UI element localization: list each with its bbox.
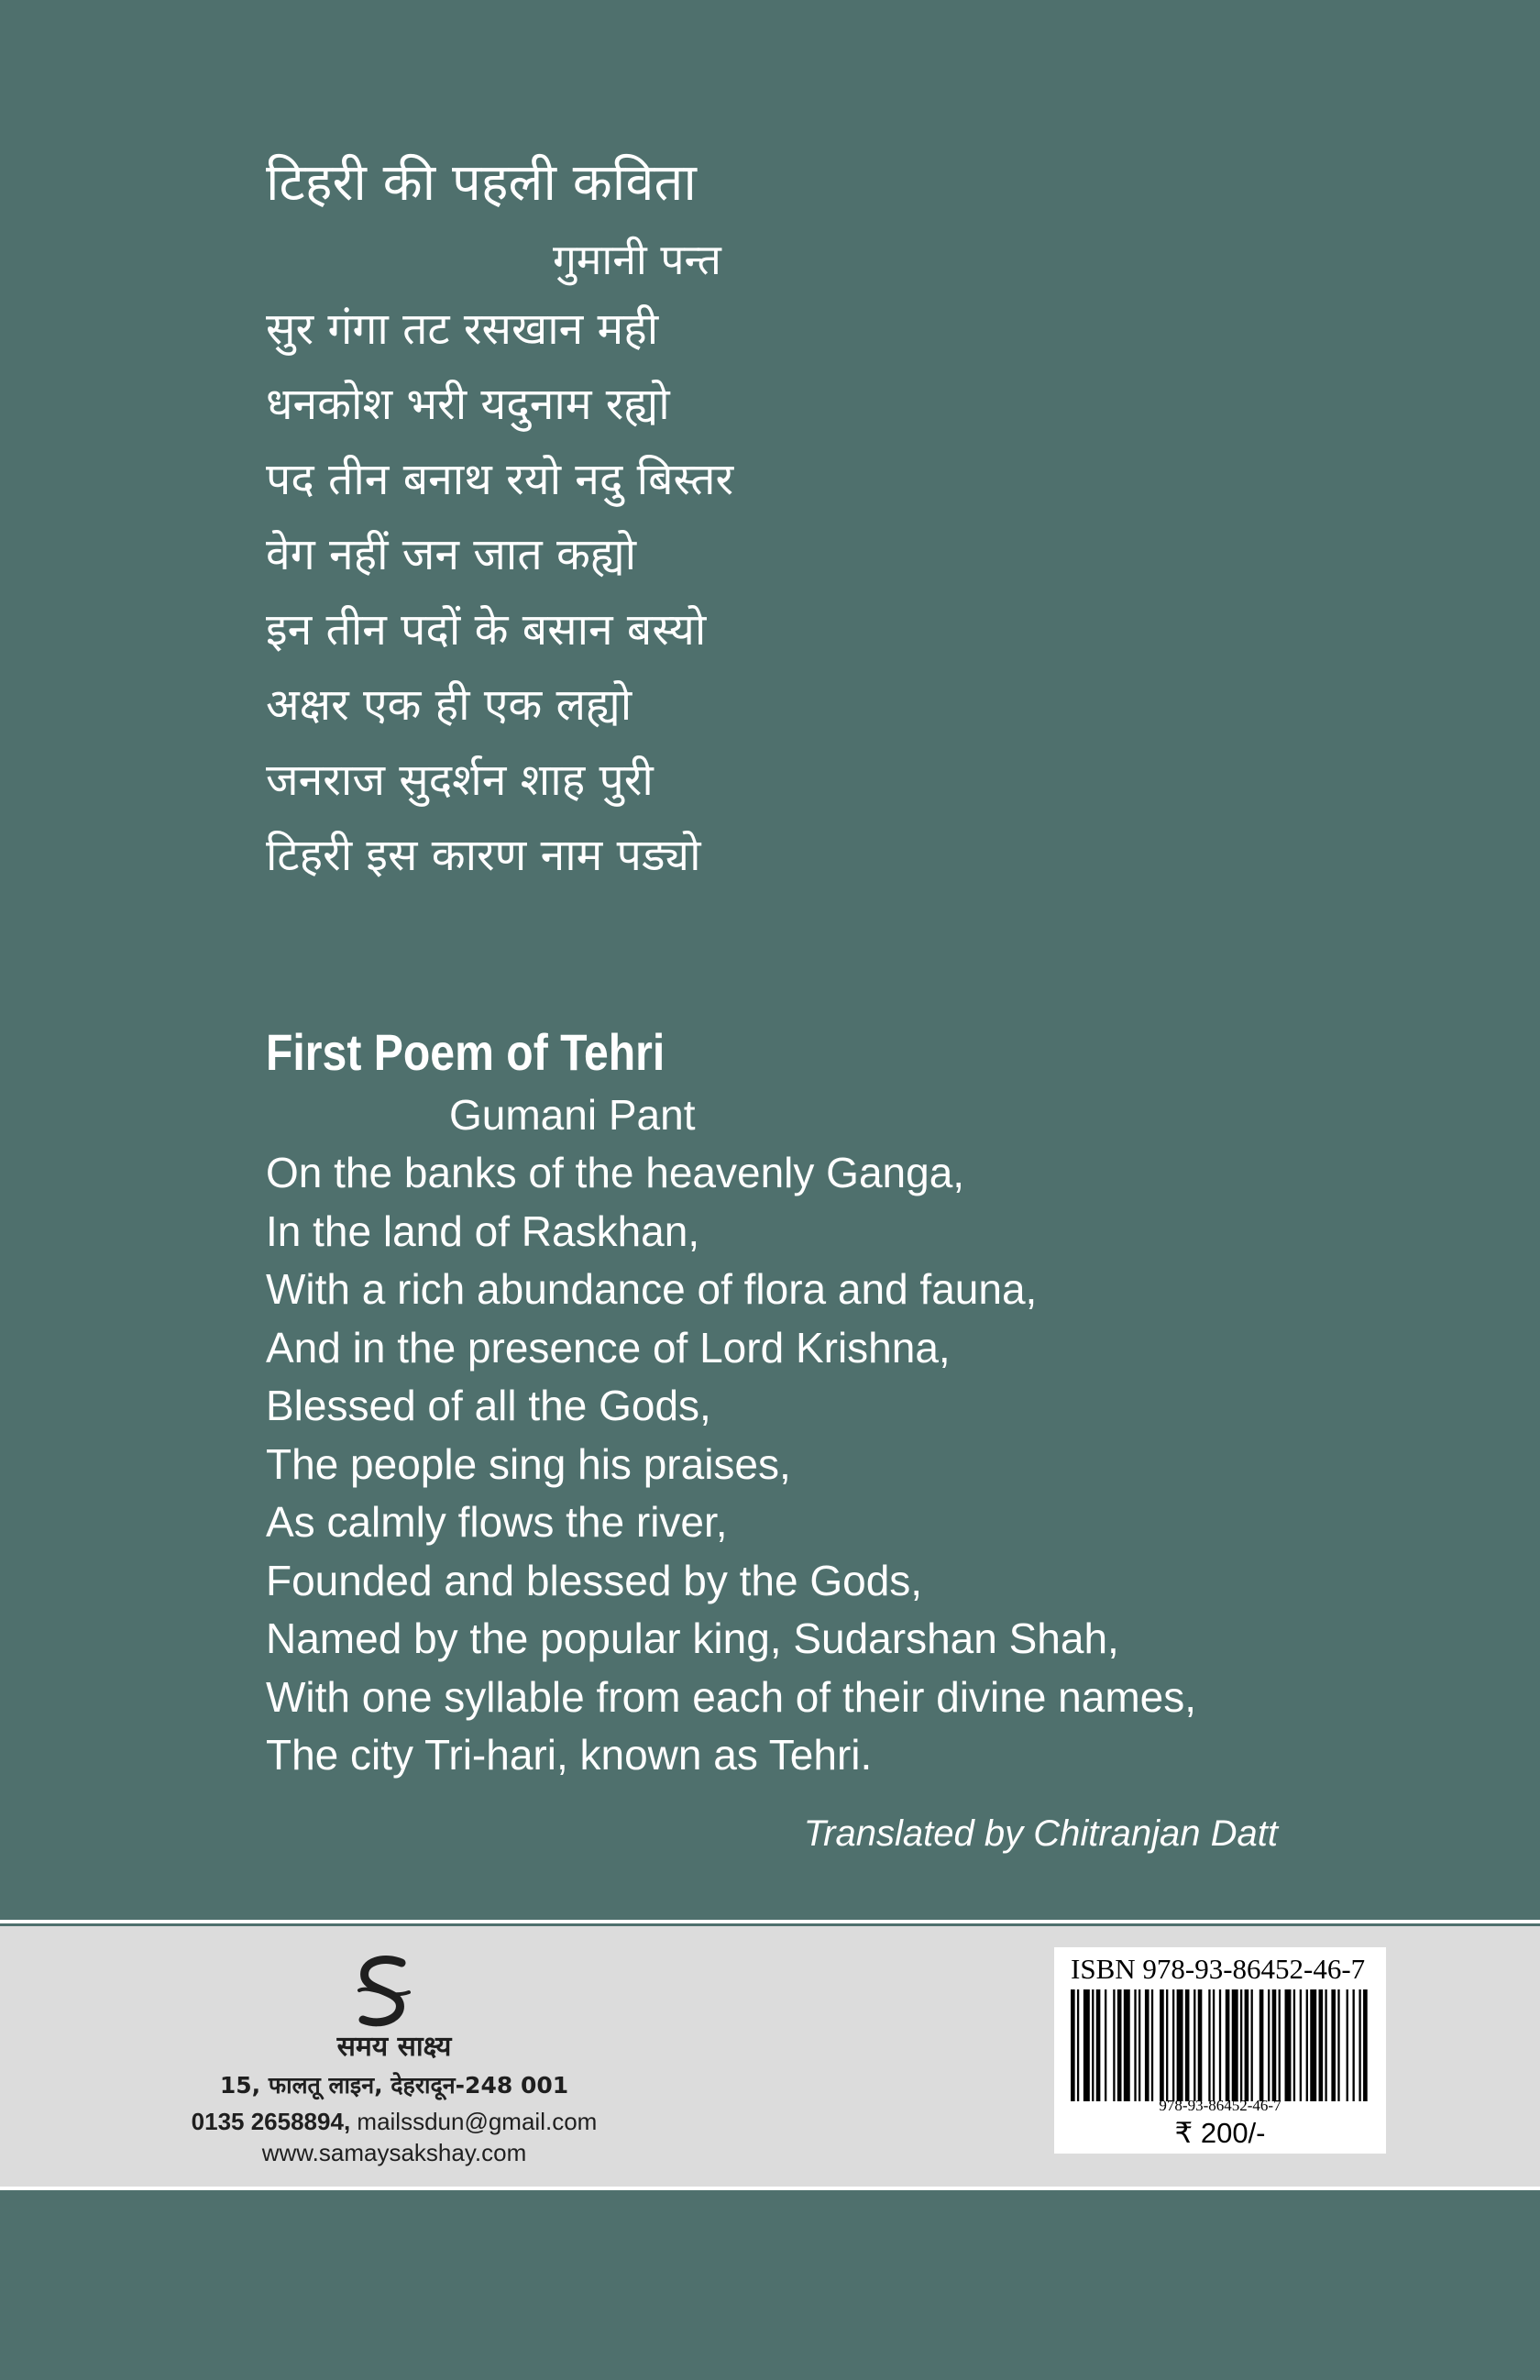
english-poem-line: Blessed of all the Gods,: [266, 1382, 711, 1429]
hindi-poem-line: इन तीन पदों के बसान बस्यो: [266, 604, 707, 656]
hindi-poem-line: टिहरी इस कारण नाम पड्यो: [266, 830, 701, 881]
english-poem-line: Founded and blessed by the Gods,: [266, 1556, 923, 1604]
english-poem-author: Gumani Pant: [449, 1091, 696, 1139]
english-poem-line: Named by the popular king, Sudarshan Shah,: [266, 1614, 1119, 1662]
stylized-s-logo-icon: [348, 1954, 422, 2031]
barcode-digits: 978-93-86452-46-7: [1159, 2097, 1282, 2114]
hindi-poem-line: वेग नहीं जन जात कह्यो: [266, 529, 637, 580]
english-poem-line: With a rich abundance of flora and fauna,: [266, 1265, 1038, 1313]
english-poem-line: With one syllable from each of their divine names,: [266, 1672, 1197, 1721]
hindi-poem-line: जनराज सुदर्शन शाह पुरी: [266, 755, 654, 806]
english-poem-line: In the land of Raskhan,: [266, 1207, 700, 1255]
english-poem-title: First Poem of Tehri: [266, 1023, 666, 1081]
english-poem: [266, 1019, 1292, 1785]
publisher-name: समय साक्ष्य: [336, 2031, 452, 2063]
hindi-poem-line: अक्षर एक ही एक लह्यो: [266, 679, 632, 731]
band-bottom-divider: [0, 2187, 1540, 2190]
publisher-website: www.samaysakshay.com: [261, 2139, 527, 2166]
isbn-barcode-box: [1054, 1947, 1386, 2154]
hindi-poem-line: धनकोश भरी यदुनाम रह्यो: [266, 379, 670, 430]
publisher-band: [0, 1926, 1540, 2187]
english-poem-line: And in the presence of Lord Krishna,: [266, 1323, 951, 1372]
hindi-poem: [266, 139, 1091, 893]
english-poem-line: On the banks of the heavenly Ganga,: [266, 1149, 965, 1196]
isbn-label: ISBN 978-93-86452-46-7: [1071, 1953, 1366, 1985]
english-poem-line: The people sing his praises,: [266, 1439, 791, 1488]
publisher-phone: 0135 2658894,: [191, 2108, 351, 2135]
publisher-address: 15, फालतू लाइन, देहरादून-248 001: [219, 2072, 569, 2099]
price-label: ₹ 200/-: [1174, 2117, 1266, 2149]
hindi-poem-line: पद तीन बनाथ रयो नदु बिस्तर: [266, 454, 734, 505]
barcode-graphic: [1071, 1989, 1370, 2101]
publisher-contact: [138, 2106, 651, 2137]
english-poem-line: The city Tri-hari, known as Tehri.: [266, 1731, 873, 1779]
publisher-block: [138, 1926, 651, 2187]
hindi-poem-title: टिहरी की पहली कविता: [266, 153, 697, 213]
band-top-divider: [0, 1920, 1540, 1923]
hindi-poem-line: सुर गंगा तट रसखान मही: [266, 303, 659, 355]
translator-credit: Translated by Chitranjan Datt: [803, 1813, 1278, 1854]
english-poem-line: As calmly flows the river,: [266, 1498, 728, 1546]
publisher-email: mailssdun@gmail.com: [357, 2108, 598, 2135]
hindi-poem-author: गुमानी पन्त: [553, 235, 721, 284]
